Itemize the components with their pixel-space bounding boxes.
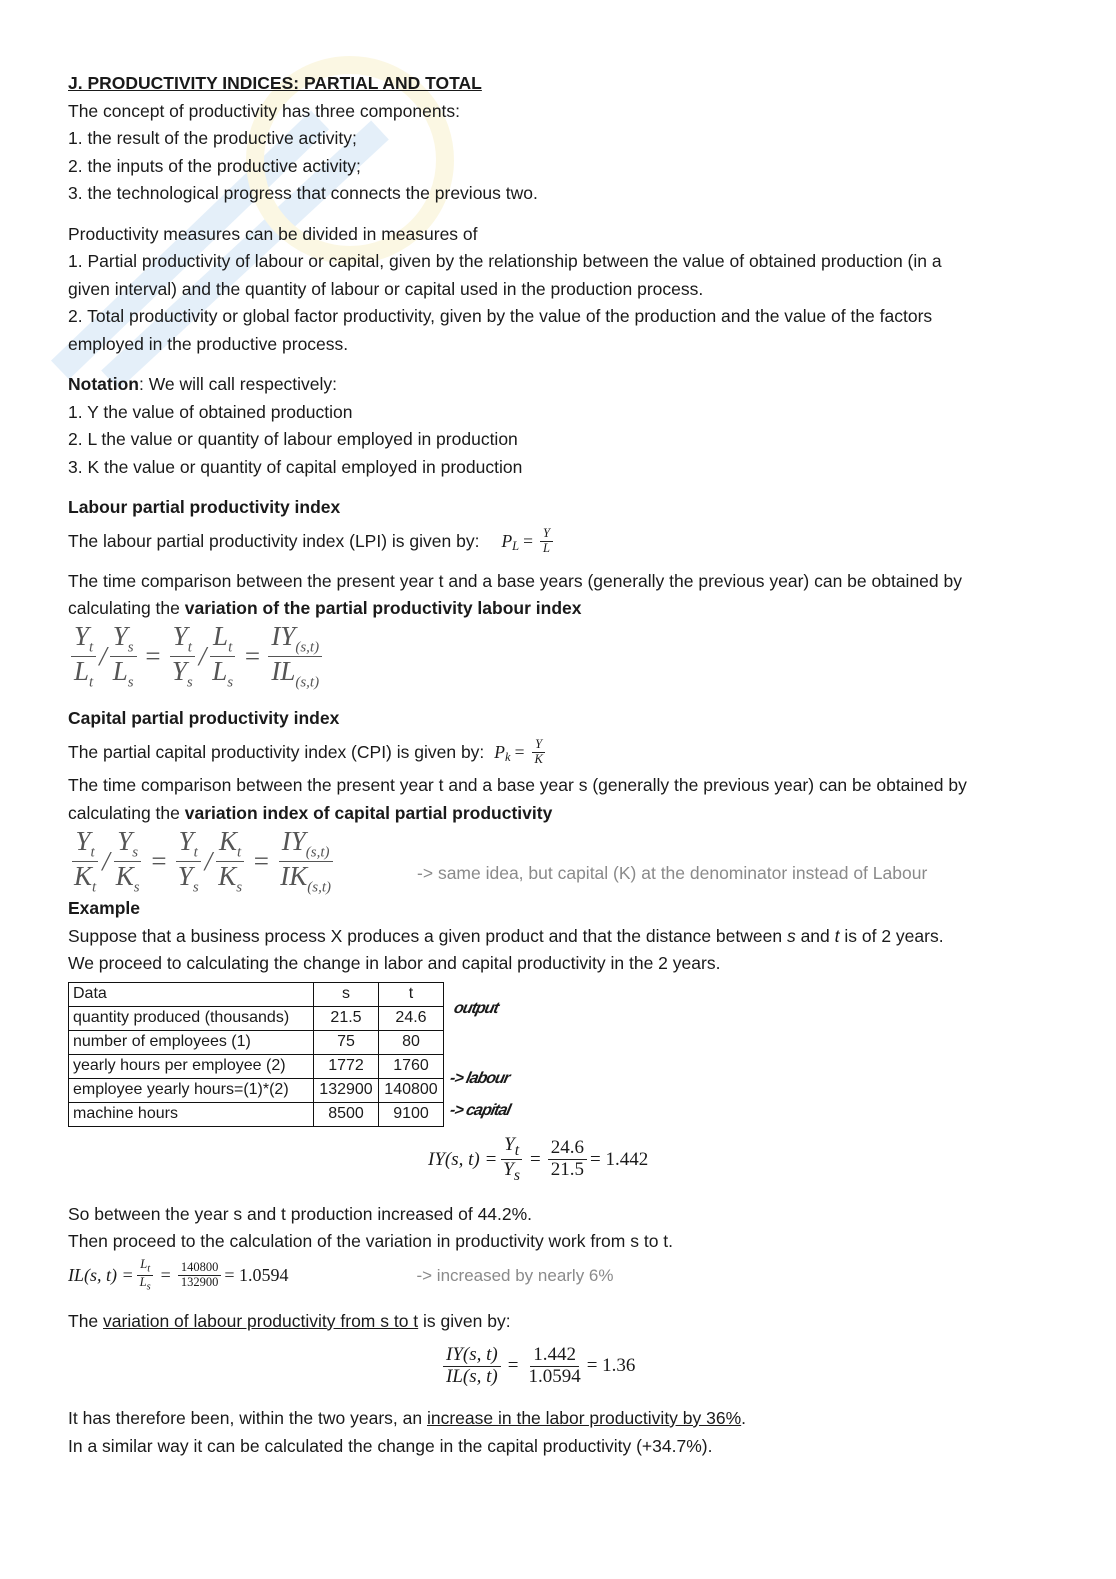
cpi-heading: Capital partial productivity index — [68, 707, 340, 728]
notation-label: Notation — [68, 374, 139, 394]
measures-line: given interval) and the quantity of labour or capital used in the production process. — [68, 278, 704, 299]
il-note: -> increased by nearly 6% — [416, 1265, 614, 1285]
table-row: employee yearly hours=(1)*(2) 132900 140800 — [69, 1078, 444, 1102]
handwritten-notes — [450, 978, 560, 1118]
table-row: yearly hours per employee (2) 1772 1760 — [69, 1054, 444, 1078]
example-paragraph: So between the year s and t production increased of 44.2%. — [68, 1203, 533, 1224]
section-title: J. PRODUCTIVITY INDICES: PARTIAL AND TOTAL — [68, 73, 482, 93]
handwritten-note-labour: -> labour — [448, 1069, 511, 1087]
intro-item: 2. the inputs of the productive activity; — [68, 155, 361, 176]
cpi-comparison: The time comparison between the present year t and a base year s (generally the previous year) can be obtained by — [68, 775, 967, 795]
example-heading: Example — [68, 898, 140, 918]
cpi-comparison: calculating the variation index of capital partial productivity — [68, 802, 553, 823]
cpi-note: -> same idea, but capital (K) at the denominator instead of Labour — [417, 862, 928, 883]
table-row: machine hours 8500 9100 — [69, 1102, 444, 1126]
data-table-block — [68, 978, 1058, 1127]
iy-formula: IY(s, t) = $\frac{Y_t}{Y_s}$ = $\frac{24.6}{21.5}$ = 1.442 — [428, 1133, 649, 1184]
example-line: We proceed to calculating the change in labor and capital productivity in the 2 years. — [68, 953, 721, 973]
intro-lead: The concept of productivity has three components: — [68, 100, 461, 121]
measures-line: employed in the productive process. — [68, 333, 349, 354]
example-paragraph: In a similar way it can be calculated the change in the capital productivity (+34.7%). — [68, 1435, 713, 1456]
lpi-comparison: calculating the variation of the partial productivity labour index — [68, 598, 582, 618]
handwritten-note-output: output — [452, 999, 500, 1017]
notation-item: 1. Y the value of obtained production — [68, 401, 353, 422]
handwritten-note-capital: -> capital — [448, 1101, 512, 1119]
measures-line: 1. Partial productivity of labour or capital, given by the relationship between the value of obtained production (in a — [68, 251, 942, 271]
lpi-comparison: The time comparison between the present year t and a base years (generally the previous year) can be obtained by — [68, 570, 962, 591]
example-paragraph: The variation of labour productivity from s to t is given by: — [68, 1310, 511, 1331]
notation-item: 2. L the value or quantity of labour employed in production — [68, 429, 518, 449]
lpi-heading: Labour partial productivity index — [68, 497, 341, 517]
data-table — [68, 982, 444, 1127]
document-page — [68, 70, 1058, 1460]
table-header: Data s t — [69, 982, 444, 1006]
example-paragraph: It has therefore been, within the two years, an increase in the labor productivity by 36%. — [68, 1408, 747, 1428]
il-formula: IL(s, t) = $\frac{L_t}{L_s}$ = $\frac{140800}{132900}$ = 1.0594 -> increased by nearly 6% — [68, 1257, 614, 1293]
lpi-formula: The labour partial productivity index (LPI) is given by: P L = $\frac{Y}{L}$ — [68, 522, 1058, 562]
table-row: number of employees (1) 75 80 — [69, 1030, 444, 1054]
cpi-variation-formula: $\frac{Y_t}{K_t}$ / $\frac{Y_s}{K_s}$ = $\frac{Y_t}{Y_s}$ / $\frac{K_t}{K_s}$ = $\frac{IY_{(s,t)}}{IK_{(s,t)}}$ -> same idea, but capital (K) at the denominator instead of Labour — [74, 825, 928, 895]
intro-item: 1. the result of the productive activity; — [68, 128, 357, 148]
example-line: Suppose that a business process X produces a given product and that the distance between s and t is of 2 years. — [68, 925, 944, 946]
lpi-variation-formula: $\frac{Y_t}{L_t}$ / $\frac{Y_s}{L_s}$ = $\frac{Y_t}{Y_s}$ / $\frac{L_t}{L_s}$ = $\frac{IY_{(s,t)}}{IL_{(s,t)}}$ — [68, 623, 1058, 691]
measures-lead: Productivity measures can be divided in measures of — [68, 223, 478, 244]
example-paragraph: Then proceed to the calculation of the variation in productivity work from s to t. — [68, 1231, 674, 1251]
measures-line: 2. Total productivity or global factor productivity, given by the value of the production and the value of the factors — [68, 306, 933, 326]
intro-item: 3. the technological progress that connects the previous two. — [68, 183, 538, 203]
notation-item: 3. K the value or quantity of capital employed in production — [68, 456, 523, 477]
notation-lead: Notation: We will call respectively: — [68, 374, 338, 394]
ratio-formula: $\frac{IY(s, t)}{IL(s, t)}$ = $\frac{1.442}{1.0594}$ = 1.36 — [440, 1335, 1058, 1397]
cpi-formula: The partial capital productivity index (CPI) is given by: P k = $\frac{Y}{K}$ — [68, 732, 1058, 772]
table-row: quantity produced (thousands) 21.5 24.6 — [69, 1006, 444, 1030]
